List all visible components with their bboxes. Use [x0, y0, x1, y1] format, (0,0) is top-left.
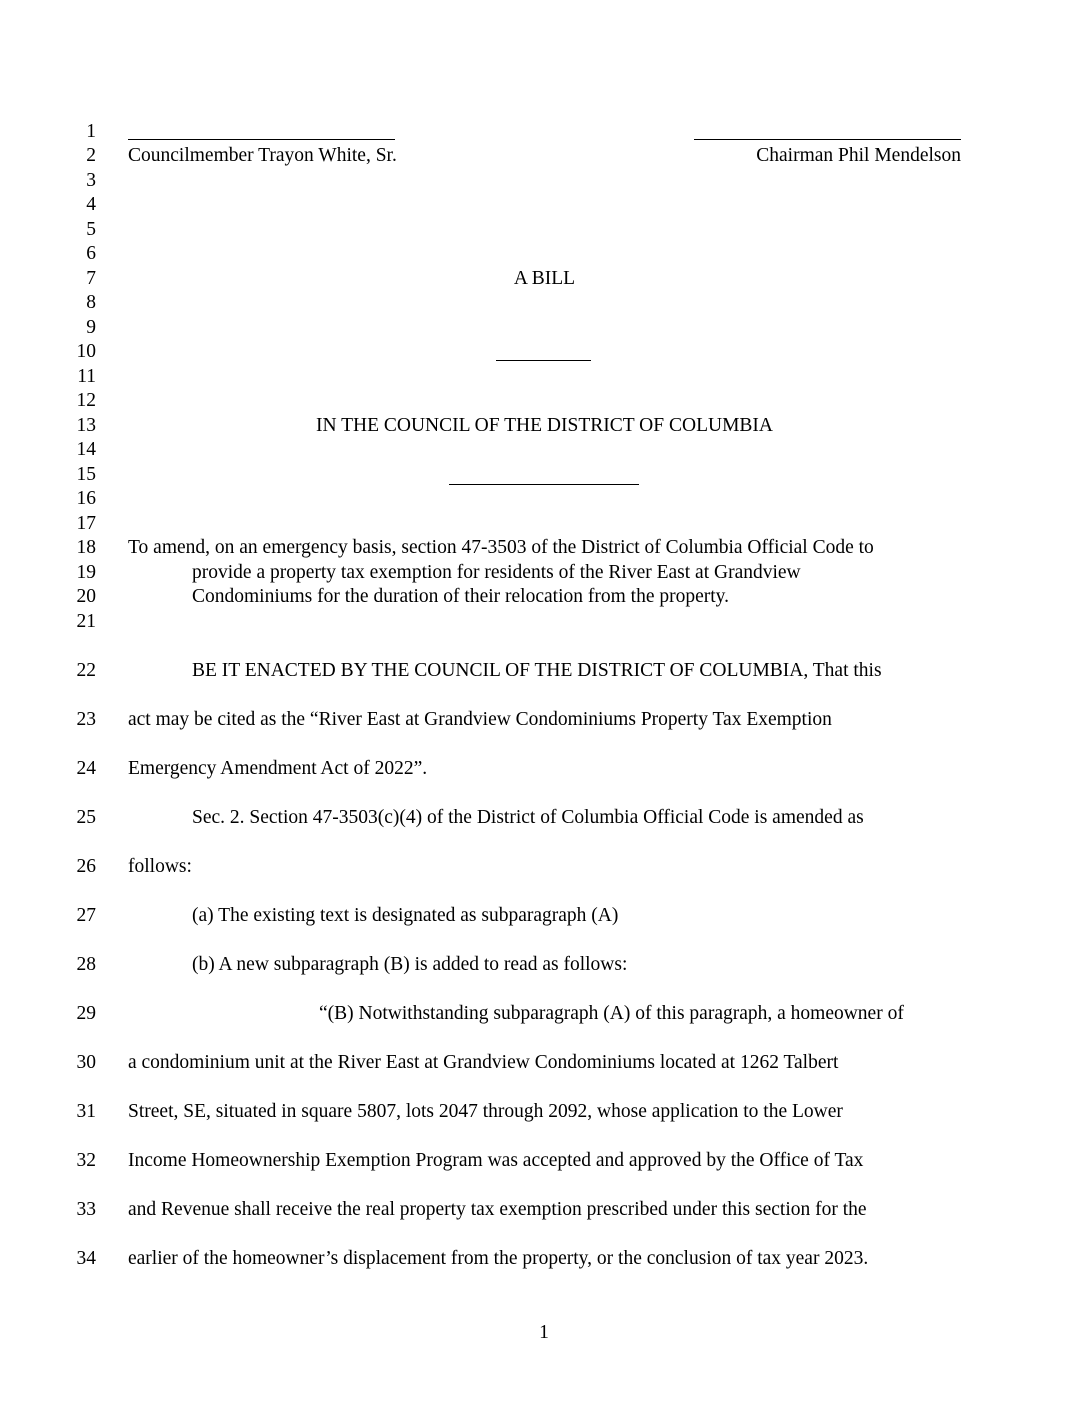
- line-number: 33: [76, 1199, 96, 1220]
- body-line: Street, SE, situated in square 5807, lots 2047 through 2092, whose application to the Lower: [128, 1101, 843, 1122]
- line-number: 20: [76, 586, 96, 607]
- page-number: 1: [539, 1322, 549, 1343]
- line-number: 3: [86, 170, 96, 191]
- line-number: 6: [86, 243, 96, 264]
- line-number: 21: [76, 611, 96, 632]
- bill-label: A BILL: [513, 268, 576, 289]
- body-line: act may be cited as the “River East at Grandview Condominiums Property Tax Exemption: [128, 709, 832, 730]
- enacting-clause: BE IT ENACTED BY THE COUNCIL OF THE DISTRICT OF COLUMBIA, That this: [192, 660, 882, 681]
- line-number: 11: [77, 366, 96, 387]
- line-number: 34: [76, 1248, 96, 1269]
- section-2-heading: Sec. 2. Section 47-3503(c)(4) of the District of Columbia Official Code is amended as: [192, 807, 864, 828]
- line-number: 2: [86, 145, 96, 166]
- line-number: 13: [76, 415, 96, 436]
- long-title-line: provide a property tax exemption for residents of the River East at Grandview: [192, 562, 801, 583]
- signature-line-right: [694, 139, 961, 140]
- line-number: 4: [86, 194, 96, 215]
- line-number: 24: [76, 758, 96, 779]
- signature-line-left: [128, 139, 395, 140]
- line-number: 10: [76, 341, 96, 362]
- introduction-date-line: [449, 484, 639, 485]
- line-number: 9: [86, 317, 96, 338]
- line-number: 28: [76, 954, 96, 975]
- line-number: 15: [76, 464, 96, 485]
- bill-number-line: [496, 360, 591, 361]
- line-number: 32: [76, 1150, 96, 1171]
- long-title-line: To amend, on an emergency basis, section 47-3503 of the District of Columbia Official Code to: [128, 537, 874, 558]
- line-number: 25: [76, 807, 96, 828]
- body-line: a condominium unit at the River East at Grandview Condominiums located at 1262 Talbert: [128, 1052, 839, 1073]
- body-line: Income Homeownership Exemption Program was accepted and approved by the Office of Tax: [128, 1150, 864, 1171]
- subsection-a: (a) The existing text is designated as subparagraph (A): [192, 905, 619, 926]
- subsection-b: (b) A new subparagraph (B) is added to read as follows:: [192, 954, 628, 975]
- body-line: follows:: [128, 856, 192, 877]
- chairman-name: Chairman Phil Mendelson: [756, 145, 961, 166]
- sponsor-name: Councilmember Trayon White, Sr.: [128, 145, 397, 166]
- line-number: 8: [86, 292, 96, 313]
- line-number: 5: [86, 219, 96, 240]
- long-title-line: Condominiums for the duration of their relocation from the property.: [192, 586, 730, 607]
- line-number: 16: [76, 488, 96, 509]
- line-number: 7: [86, 268, 96, 289]
- line-number: 31: [76, 1101, 96, 1122]
- line-number: 19: [76, 562, 96, 583]
- line-number: 12: [76, 390, 96, 411]
- body-line: and Revenue shall receive the real property tax exemption prescribed under this section for the: [128, 1199, 867, 1220]
- council-heading: IN THE COUNCIL OF THE DISTRICT OF COLUMBIA: [315, 415, 773, 436]
- line-number: 14: [76, 439, 96, 460]
- line-number: 18: [76, 537, 96, 558]
- subparagraph-b-text: “(B) Notwithstanding subparagraph (A) of this paragraph, a homeowner of: [319, 1003, 904, 1024]
- line-number: 27: [76, 905, 96, 926]
- body-line: Emergency Amendment Act of 2022”.: [128, 758, 428, 779]
- body-line: earlier of the homeowner’s displacement from the property, or the conclusion of tax year 2023.: [128, 1248, 869, 1269]
- line-number: 17: [76, 513, 96, 534]
- line-number: 26: [76, 856, 96, 877]
- line-number: 22: [76, 660, 96, 681]
- line-number: 23: [76, 709, 96, 730]
- line-number: 30: [76, 1052, 96, 1073]
- line-number: 1: [86, 121, 96, 142]
- line-number: 29: [76, 1003, 96, 1024]
